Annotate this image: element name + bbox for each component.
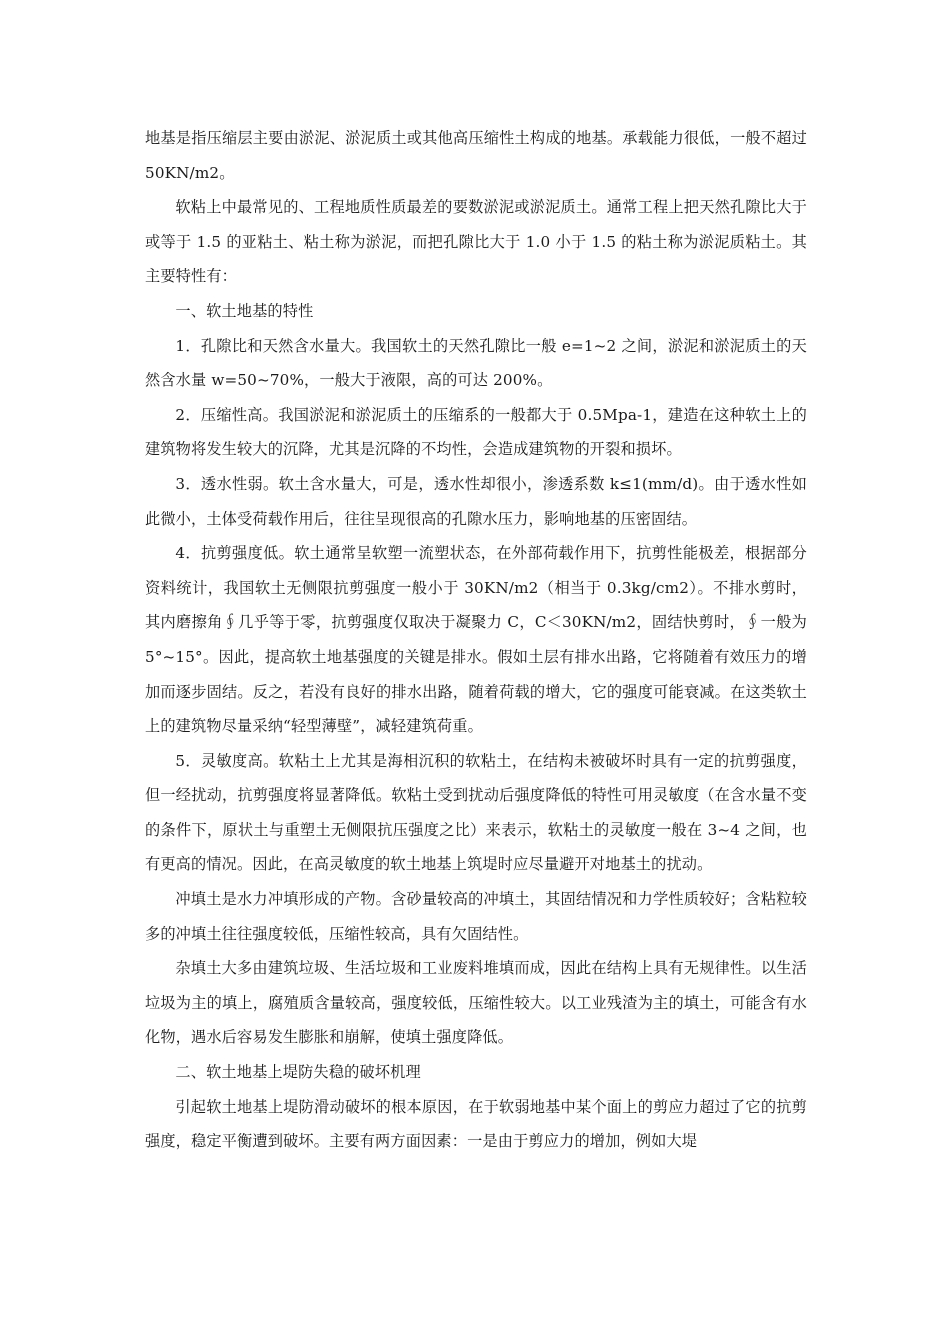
paragraph-item-1-void-ratio: 1．孔隙比和天然含水量大。我国软土的天然孔隙比一般 e=1~2 之间，淤泥和淤泥质土的天然含水量 w=50~70%，一般大于液限，高的可达 200%。 <box>145 336 807 390</box>
paragraph-hydraulic-fill: 冲填土是水力冲填形成的产物。含砂量较高的冲填土，其固结情况和力学性质较好；含粘粒较多的冲填土往往强度较低，压缩性较高，具有欠固结性。 <box>145 890 807 943</box>
paragraph-item-4-shear-strength: 4．抗剪强度低。软土通常呈软塑一流塑状态，在外部荷载作用下，抗剪性能极差，根据部分资料统计，我国软土无侧限抗剪强度一般小于 30KN/m2（相当于 0.3kg/cm2）。不排水剪时，其内磨擦角∮几乎等于零，抗剪强度仅取决于凝聚力 C，C＜30KN/m2，固结快剪时，∮一般为 5°~15°。因此，提高软土地基强度的关键是排水。假如土层有排水出路，它将随着有效压力的增加而逐步固结。反之，若没有良好的排水出路，随着荷载的增大，它的强度可能衰减。在这类软土上的建筑物尽量采纳“轻型薄壁”，减轻建筑荷重。 <box>145 544 807 736</box>
paragraph-item-5-sensitivity: 5．灵敏度高。软粘土上尤其是海相沉积的软粘土，在结构未被破坏时具有一定的抗剪强度，但一经扰动，抗剪强度将显著降低。软粘土受到扰动后强度降低的特性可用灵敏度（在含水量不变的条件下，原状土与重塑土无侧限抗压强度之比）来表示，软粘土的灵敏度一般在 3~4 之间，也有更高的情况。因此，在高灵敏度的软土地基上筑堤时应尽量避开对地基土的扰动。 <box>145 751 807 874</box>
paragraph-failure-cause: 引起软土地基上堤防滑动破坏的根本原因，在于软弱地基中某个面上的剪应力超过了它的抗剪强度，稳定平衡遭到破坏。主要有两方面因素：一是由于剪应力的增加，例如大堤 <box>145 1097 807 1151</box>
paragraph-item-3-permeability: 3．透水性弱。软土含水量大，可是，透水性却很小，渗透系数 k≤1(mm/d)。由于透水性如此微小，土体受荷载作用后，往往呈现很高的孔隙水压力，影响地基的压密固结。 <box>145 474 807 528</box>
paragraph-soft-clay-overview: 软粘上中最常见的、工程地质性质最差的要数淤泥或淤泥质土。通常工程上把天然孔隙比大于或等于 1.5 的亚粘土、粘土称为淤泥，而把孔隙比大于 1.0 小于 1.5 的粘土称为淤泥质粘土。其主要特性有： <box>145 198 807 286</box>
document-body <box>145 121 807 1159</box>
paragraph-item-2-compressibility: 2．压缩性高。我国淤泥和淤泥质土的压缩系的一般都大于 0.5Mpa-1，建造在这种软土上的建筑物将发生较大的沉降，尤其是沉降的不均性，会造成建筑物的开裂和损坏。 <box>145 405 807 459</box>
section-heading-characteristics: 一、软土地基的特性 <box>175 301 314 320</box>
section-heading-failure-mechanism: 二、软土地基上堤防失稳的破坏机理 <box>175 1063 421 1082</box>
paragraph-intro-definition: 地基是指压缩层主要由淤泥、淤泥质土或其他高压缩性土构成的地基。承载能力很低，一般不超过 50KN/m2。 <box>145 129 807 182</box>
paragraph-miscellaneous-fill: 杂填土大多由建筑垃圾、生活垃圾和工业废料堆填而成，因此在结构上具有无规律性。以生活垃圾为主的填上，腐殖质含量较高，强度较低，压缩性较大。以工业残渣为主的填土，可能含有水化物，遇水后容易发生膨胀和崩解，使填土强度降低。 <box>145 959 807 1047</box>
